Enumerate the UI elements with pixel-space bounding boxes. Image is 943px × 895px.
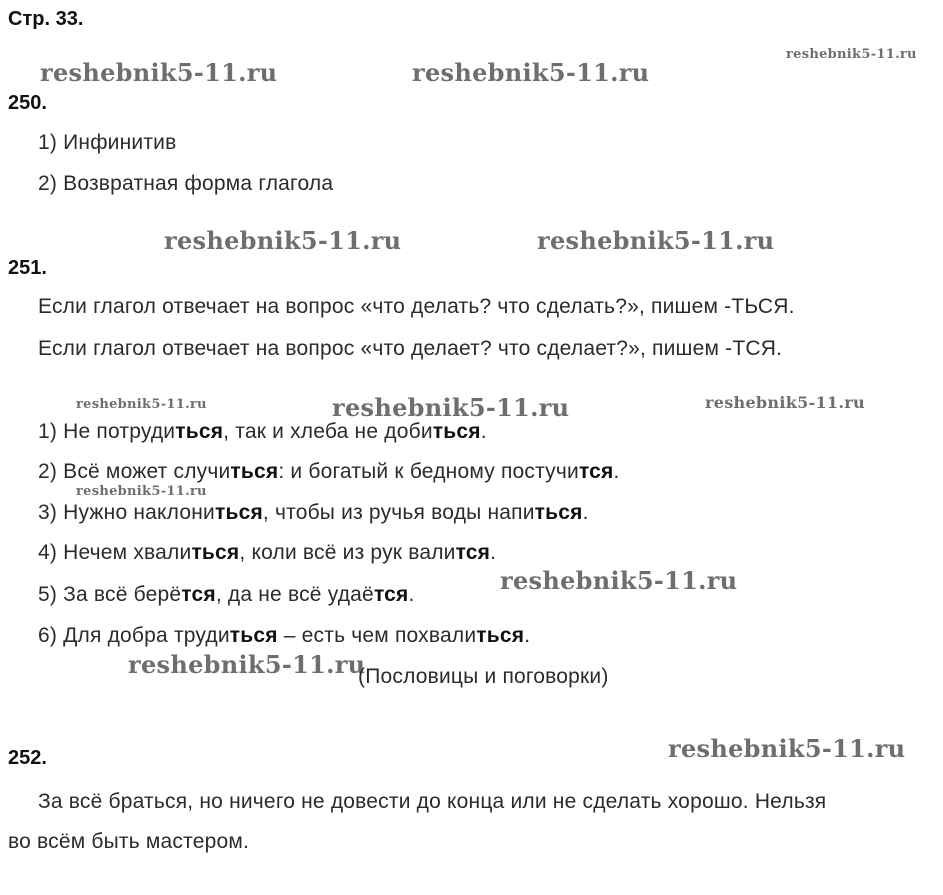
rule-text: Если глагол отвечает на вопрос «что делать? что сделать?», пишем -ТЬСЯ. <box>38 295 795 318</box>
exercise-number-251: 251. <box>8 257 47 279</box>
proverb-line: 6) Для добра трудиться – есть чем похвалиться. <box>38 624 531 647</box>
exercise-number-252: 252. <box>8 747 47 769</box>
proverb-line: 1) Не потрудиться, так и хлеба не добиться. <box>38 420 487 443</box>
watermark: reshebnik5-11.ru <box>164 226 402 255</box>
watermark: reshebnik5-11.ru <box>40 58 278 87</box>
proverb-line: 2) Всё может случиться: и богатый к бедному постучится. <box>38 460 620 483</box>
watermark: reshebnik5-11.ru <box>500 566 738 595</box>
exercise-number-250: 250. <box>8 92 47 114</box>
watermark: reshebnik5-11.ru <box>537 226 775 255</box>
watermark: reshebnik5-11.ru <box>786 47 917 62</box>
answer-text: во всём быть мастером. <box>8 830 250 853</box>
proverb-line: 3) Нужно наклониться, чтобы из ручья воды напиться. <box>38 501 589 524</box>
proverb-source: (Пословицы и поговорки) <box>358 665 609 688</box>
answer-text: За всё браться, но ничего не довести до конца или не сделать хорошо. Нельзя <box>38 790 827 813</box>
watermark: reshebnik5-11.ru <box>332 393 570 422</box>
proverb-line: 5) За всё берётся, да не всё удаётся. <box>38 583 415 606</box>
answer-item: 1) Инфинитив <box>38 131 177 154</box>
watermark: reshebnik5-11.ru <box>76 484 207 499</box>
page-header: Стр. 33. <box>8 8 84 30</box>
watermark: reshebnik5-11.ru <box>128 650 366 679</box>
watermark: reshebnik5-11.ru <box>412 58 650 87</box>
rule-text: Если глагол отвечает на вопрос «что делает? что сделает?», пишем -ТСЯ. <box>38 337 783 360</box>
watermark: reshebnik5-11.ru <box>705 393 865 412</box>
proverb-line: 4) Нечем хвалиться, коли всё из рук валится. <box>38 541 497 564</box>
watermark: reshebnik5-11.ru <box>76 397 207 412</box>
answer-item: 2) Возвратная форма глагола <box>38 172 334 195</box>
watermark: reshebnik5-11.ru <box>668 734 906 763</box>
